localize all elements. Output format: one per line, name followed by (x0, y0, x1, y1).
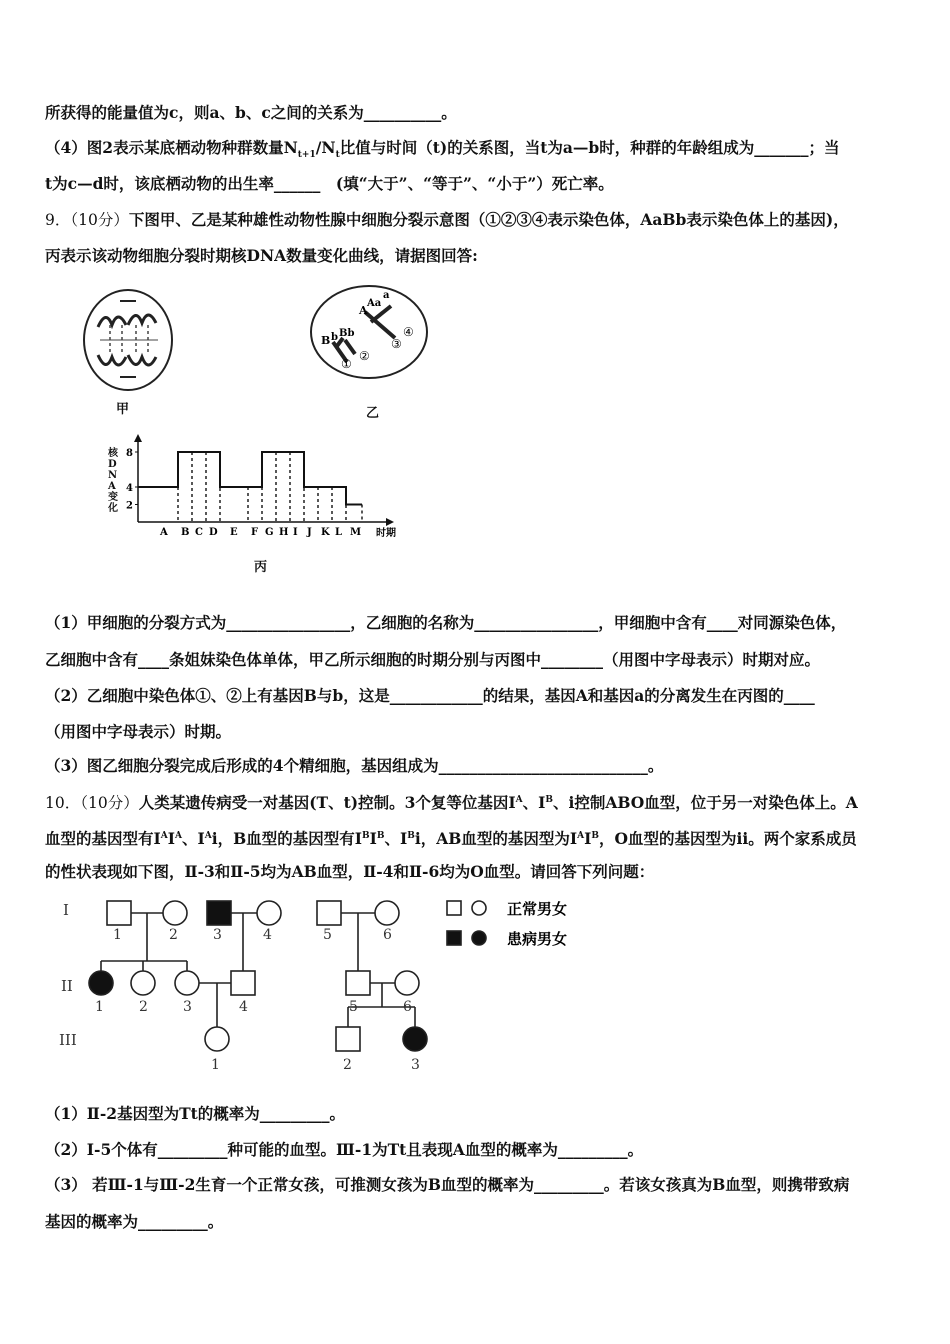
y-tick-label: 2 (126, 500, 133, 512)
q9-part1-b: 乙细胞中含有____条姐妹染色体单体，甲乙所示细胞的时期分别与丙图中________（用图中字母表示）时期对应。 (45, 650, 821, 669)
svg-text:5: 5 (323, 927, 332, 943)
x-category-label: G (265, 527, 274, 538)
q10-header-3: 的性状表现如下图，Ⅱ-3和Ⅱ-5均为AB血型，Ⅱ-4和Ⅱ-6均为O血型。请回答下列问题： (45, 862, 655, 881)
gene-label: b (331, 332, 338, 343)
svg-text:1: 1 (113, 927, 122, 943)
x-category-label: J (307, 527, 312, 538)
x-category-label: M (350, 527, 362, 538)
figure-jia (80, 285, 180, 395)
individual-III1 (205, 1027, 229, 1051)
individual-I4 (257, 901, 281, 925)
legend-normal-male-icon (447, 901, 461, 915)
chrom-label: ① (341, 357, 352, 371)
chrom-label: ② (359, 349, 370, 363)
dna-curve (138, 452, 362, 505)
x-axis-label: 时期 (376, 528, 396, 539)
figure-yi (305, 282, 435, 382)
svg-text:1: 1 (211, 1057, 220, 1073)
svg-text:4: 4 (263, 927, 272, 943)
individual-I6 (375, 901, 399, 925)
q9-part2-b: （用图中字母表示）时期。 (45, 722, 232, 741)
svg-text:2: 2 (139, 999, 148, 1015)
y-tick-label: 8 (126, 448, 133, 459)
individual-I5 (317, 901, 341, 925)
individual-III3 (403, 1027, 427, 1051)
individual-II6 (395, 971, 419, 995)
x-category-label: F (251, 527, 259, 538)
gene-label: a (383, 290, 390, 301)
q9-part2-a: （2）乙细胞中染色体①、②上有基因B与b，这是____________的结果，基因A和基因a的分离发生在丙图的____ (45, 686, 815, 705)
svg-text:3: 3 (213, 927, 222, 943)
gen-label-2: II (61, 977, 73, 995)
q9-part1-a: （1）甲细胞的分裂方式为________________，乙细胞的名称为________________，甲细胞中含有____对同源染色体， (45, 613, 847, 632)
x-category-label: C (195, 527, 203, 538)
gene-label: A (359, 304, 368, 317)
svg-text:1: 1 (95, 999, 104, 1015)
legend-affected-male-icon (447, 931, 461, 945)
legend-affected-female-icon (472, 931, 486, 945)
x-category-label: H (279, 527, 289, 538)
x-category-label: L (335, 527, 343, 538)
legend-affected-label: 患病男女 (507, 930, 568, 948)
q10-part3-b: 基因的概率为_________。 (45, 1212, 224, 1231)
chrom-label: ③ (391, 337, 402, 351)
svg-text:6: 6 (403, 999, 412, 1015)
gen-label-1: I (63, 901, 69, 919)
x-category-label: I (293, 527, 298, 538)
gene-label: Bb (339, 328, 355, 339)
svg-text:3: 3 (183, 999, 192, 1015)
individual-II4 (231, 971, 255, 995)
svg-text:2: 2 (343, 1057, 352, 1073)
text-line-3: t为c—d时，该底栖动物的出生率______ (填“大于”、“等于”、“小于”）死亡率。 (45, 174, 614, 193)
x-category-label: E (230, 527, 238, 538)
svg-text:3: 3 (411, 1057, 420, 1073)
text-line-2: （4）图2表示某底栖动物种群数量$N_{t+1}/N_t$比值与时间（t)的关系图，当t为a—b时，种群的年龄组成为_______；当 (45, 138, 840, 161)
q10-part1: （1）Ⅱ-2基因型为Tt的概率为_________。 (45, 1104, 346, 1123)
individual-II2 (131, 971, 155, 995)
y-tick-label: 4 (126, 483, 133, 494)
x-category-label: D (209, 527, 218, 538)
individual-II1 (89, 971, 113, 995)
x-category-label: K (321, 527, 330, 538)
q10-part2: （2）Ⅰ-5个体有_________种可能的血型。Ⅲ-1为Tt且表现A血型的概率为_________。 (45, 1140, 644, 1159)
individual-III2 (336, 1027, 360, 1051)
gene-label: Aa (367, 298, 382, 309)
label-bing: 丙 (254, 560, 268, 575)
svg-text:4: 4 (239, 999, 248, 1015)
individual-I2 (163, 901, 187, 925)
individual-I3 (207, 901, 231, 925)
chart-bing (100, 432, 420, 552)
x-category-label: B (181, 527, 190, 538)
individual-II3 (175, 971, 199, 995)
svg-text:6: 6 (383, 927, 392, 943)
label-jia: 甲 (116, 402, 130, 417)
q10-header-2: 血型的基因型有$I^AI^A$、$I^Ai$，B血型的基因型有$I^BI^B$、$I^Bi$，AB血型的基因型为$I^AI^B$，O血型的基因型为ii。两个家系成员 (45, 829, 857, 849)
chrom-label: ④ (403, 325, 414, 339)
q10-part3-a: （3） 若Ⅲ-1与Ⅲ-2生育一个正常女孩，可推测女孩为B血型的概率为_________。若该女孩真为B血型，则携带致病 (45, 1175, 850, 1194)
x-category-label: A (160, 527, 168, 538)
pedigree-figure (55, 893, 615, 1083)
gen-label-3: III (59, 1031, 77, 1049)
text-line-1: 所获得的能量值为c，则a、b、c之间的关系为__________。 (45, 103, 457, 122)
individual-I1 (107, 901, 131, 925)
individual-II5 (346, 971, 370, 995)
q10-header: 10．（10分）人类某遗传病受一对基因(T、t)控制。3个复等位基因$I^A$、$I^B$、i控制ABO血型，位于另一对染色体上。A (45, 793, 858, 813)
q9-header-2: 丙表示该动物细胞分裂时期核DNA数量变化曲线，请据图回答: (45, 246, 478, 265)
legend-normal-label: 正常男女 (507, 900, 568, 918)
label-yi: 乙 (366, 406, 380, 421)
q9-part3: （3）图乙细胞分裂完成后形成的4个精细胞，基因组成为___________________________。 (45, 756, 664, 775)
svg-text:5: 5 (349, 999, 358, 1015)
legend-normal-female-icon (472, 901, 486, 915)
svg-text:2: 2 (169, 927, 178, 943)
gene-label: B (321, 334, 331, 347)
q9-header: 9．（10分）下图甲、乙是某种雄性动物性腺中细胞分裂示意图（①②③④表示染色体，AaBb表示染色体上的基因)， (45, 210, 849, 229)
y-axis-label: 核DNA变化 (108, 448, 118, 514)
